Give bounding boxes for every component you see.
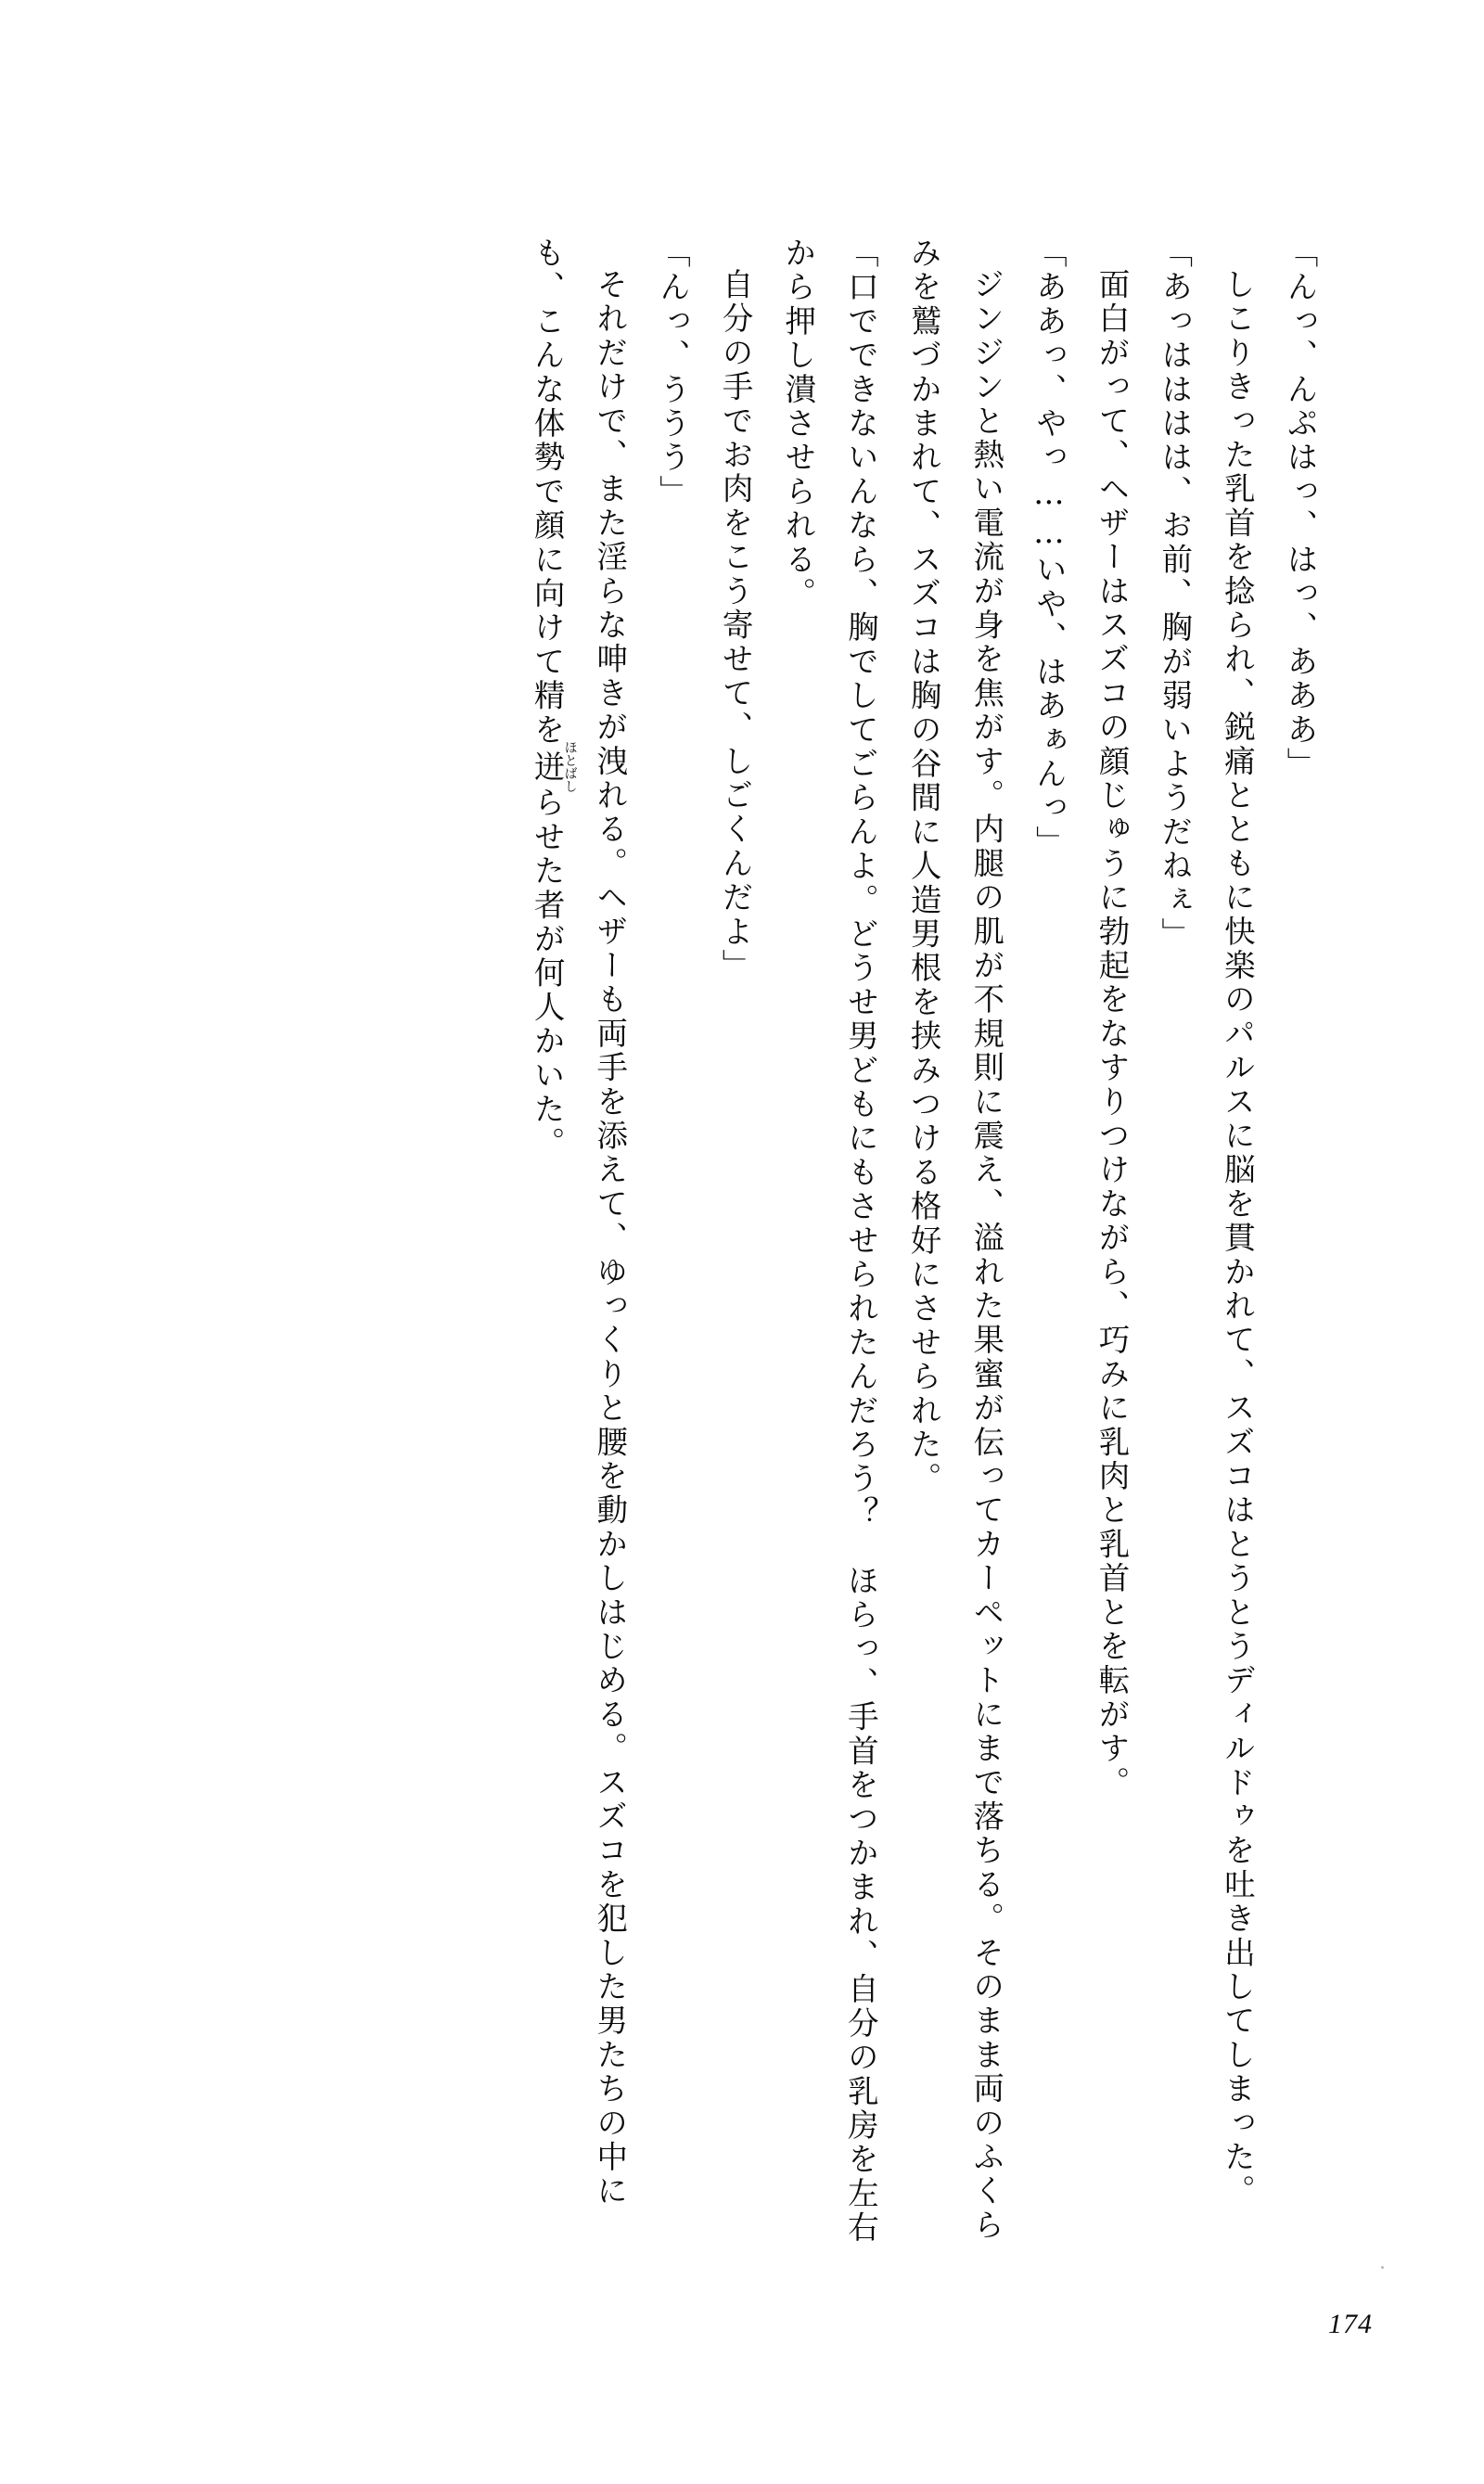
paragraph-5: 「ああっ、やっ……いや、はあぁんっ」	[1030, 237, 1068, 860]
print-speck	[1381, 2266, 1384, 2269]
paragraph-9: 「んっ、ううう」	[654, 237, 691, 509]
paragraph-3: 「あっはははは、お前、胸が弱いようだねぇ」	[1156, 237, 1193, 952]
page-number: 174	[1328, 2309, 1373, 2339]
paragraph-6: ジンジンと熱い電流が身を焦がす。内腿の肌が不規則に震え、溢れた果蜜が伝ってカーペットにまで落ちる。そのまま両のふくらみを鷲づかまれて、スズコは胸の谷間に人造男根を挟みつける格好にさせられた。	[905, 237, 1004, 2243]
body-text-block	[237, 237, 1331, 2249]
paragraph-2: しこりきった乳首を捻られ、鋭痛とともに快楽のパルスに脳を貫かれて、スズコはとうとうディルドゥを吐き出してしまった。	[1219, 267, 1256, 2209]
paragraph-10	[515, 237, 640, 2249]
paragraph-1: 「んっ、んぷはっ、はっ、あああ」	[1282, 237, 1318, 782]
paragraph-7: 「口でできないんなら、胸でしてごらんよ。どうせ男どもにもさせられたんだろう？ ほらっ、手首をつかまれ、自分の乳房を左右から押し潰させられる。	[779, 237, 879, 2246]
paragraph-8: 自分の手でお肉をこう寄せて、しごくんだよ」	[717, 267, 754, 983]
paragraph-4: 面白がって、ヘザーはスズコの顔じゅうに勃起をなすりつけながら、巧みに乳肉と乳首とを転がす。	[1094, 267, 1131, 1799]
paragraph-10-text-a: それだけで、また淫らな呻きが洩れる。ヘザーも両手を添えて、ゆっくりと腰を動かしはじめる。スズコを犯した男たちの中にも、こんな体勢で顔に向けて精を迸ほとばしらせた者が何人かいた。	[529, 237, 628, 2209]
ruby-reading: ほとばし	[562, 740, 578, 793]
ruby-annotation: 迸ほとばし	[529, 740, 578, 793]
